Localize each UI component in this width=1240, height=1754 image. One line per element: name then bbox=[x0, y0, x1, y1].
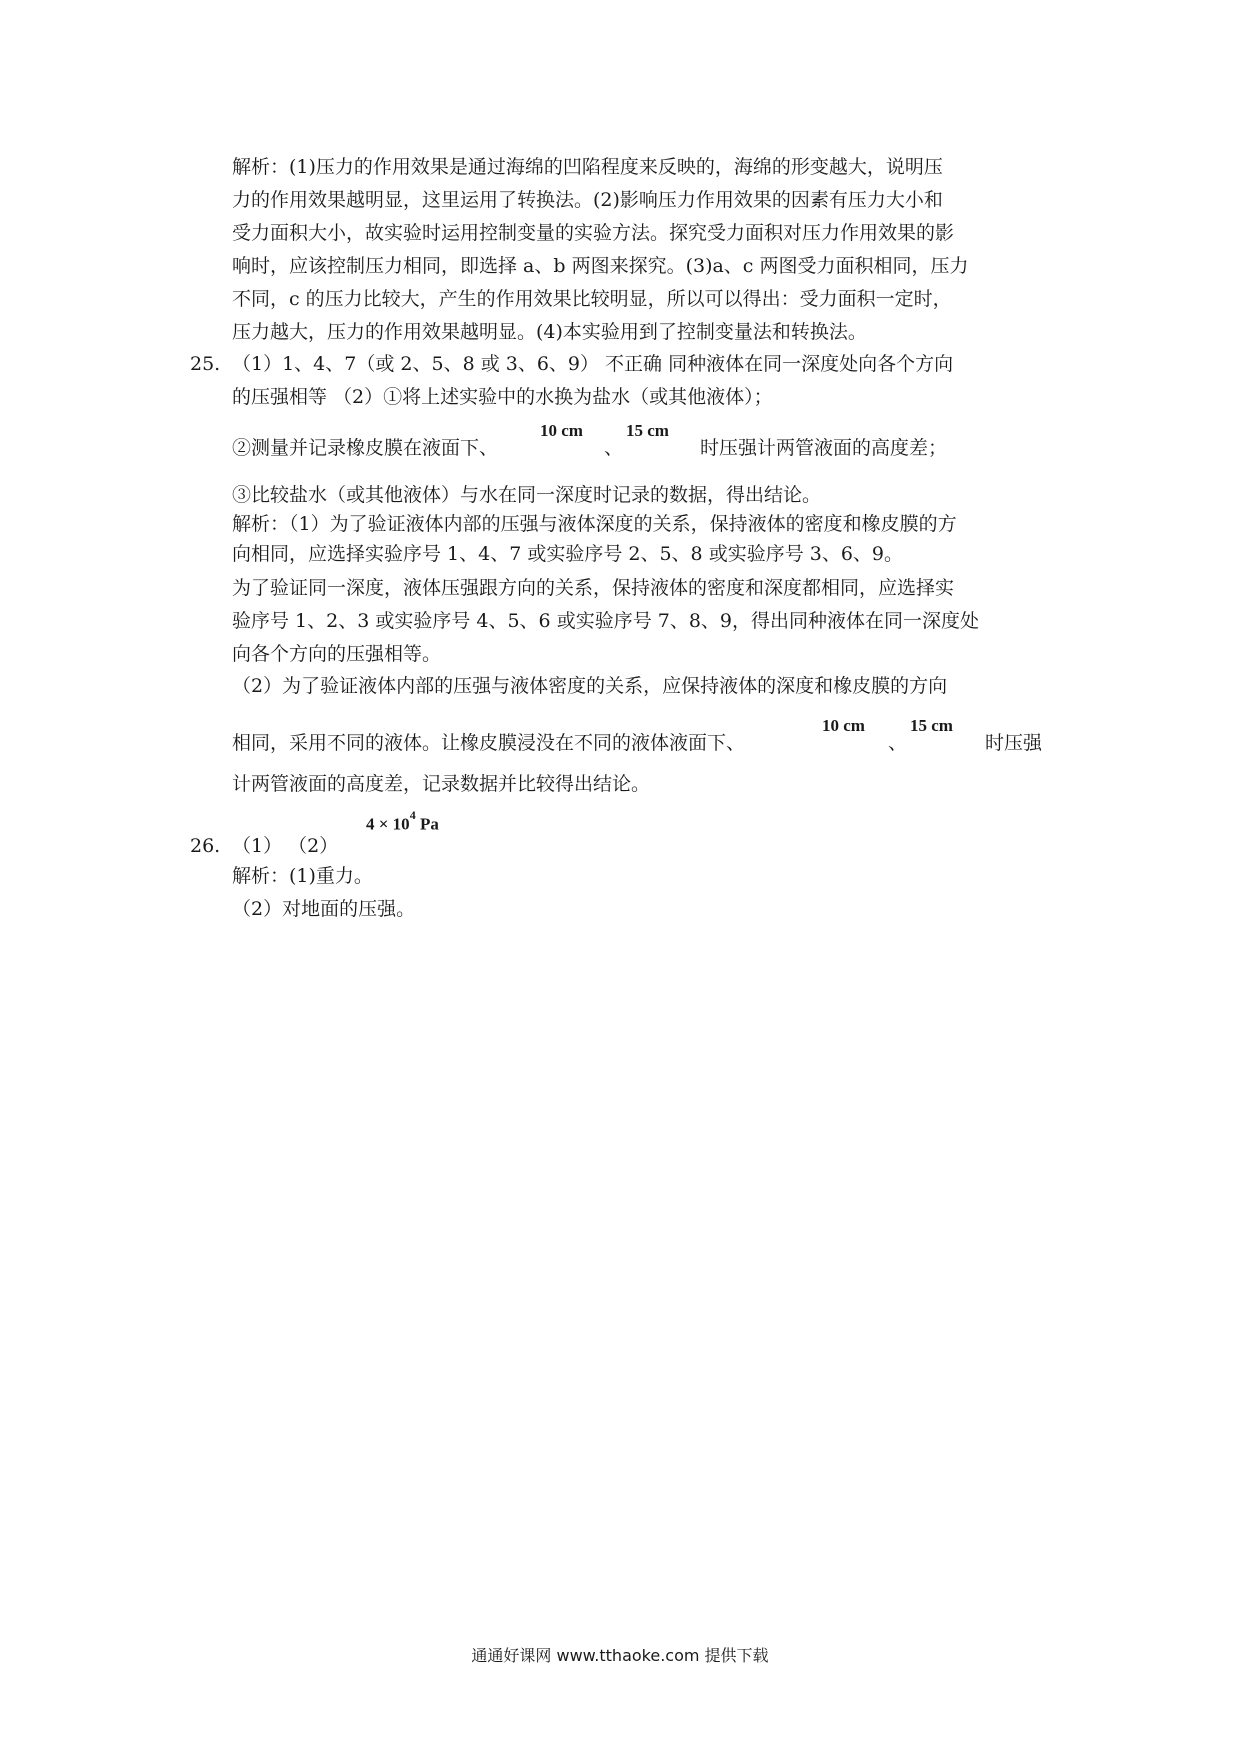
analysis-line: 解析：（1）为了验证液体内部的压强与液体深度的关系，保持液体的密度和橡皮膜的方 bbox=[232, 513, 957, 535]
answer-line: （1）1、4、7（或 2、5、8 或 3、6、9） 不正确 同种液体在同一深度处向各个方向 bbox=[232, 353, 954, 375]
footer-credit: 通通好课网 www.tthaoke.com 提供下载 bbox=[471, 1646, 769, 1665]
analysis-line: 力的作用效果越明显，这里运用了转换法。(2)影响压力作用效果的因素有压力大小和 bbox=[232, 189, 943, 211]
answer-line: 时压强计两管液面的高度差； bbox=[700, 437, 948, 459]
answer-line: 的压强相等 （2）①将上述实验中的水换为盐水（或其他液体）； bbox=[232, 386, 773, 408]
analysis-line: 为了验证同一深度，液体压强跟方向的关系，保持液体的密度和深度都相同，应选择实 bbox=[232, 577, 955, 599]
math-unit: Pa bbox=[419, 814, 439, 834]
analysis-line: （2）为了验证液体内部的压强与液体密度的关系，应保持液体的深度和橡皮膜的方向 bbox=[232, 675, 948, 697]
analysis-line: 不同，c 的压力比较大，产生的作用效果比较明显，所以可以得出：受力面积一定时， bbox=[232, 288, 952, 310]
analysis-line: 计两管液面的高度差，记录数据并比较得出结论。 bbox=[232, 773, 651, 795]
math-pressure bbox=[366, 808, 439, 835]
analysis-line: 时压强 bbox=[985, 732, 1043, 754]
answer-line: ③比较盐水（或其他液体）与水在同一深度时记录的数据，得出结论。 bbox=[232, 484, 822, 506]
analysis-line: 解析：(1)压力的作用效果是通过海绵的凹陷程度来反映的，海绵的形变越大，说明压 bbox=[232, 156, 943, 178]
math-15cm: 15 cm bbox=[626, 421, 669, 440]
analysis-line: 向各个方向的压强相等。 bbox=[232, 643, 442, 665]
math-base: 4 × 10 bbox=[366, 814, 410, 834]
analysis-line: 向相同，应选择实验序号 1、4、7 或实验序号 2、5、8 或实验序号 3、6、9。 bbox=[232, 543, 903, 565]
analysis-line: 响时，应该控制压力相同，即选择 a、b 两图来探究。(3)a、c 两图受力面积相同，压力 bbox=[232, 255, 969, 277]
answer-line: （1） （2） bbox=[232, 835, 339, 857]
answer-line: ②测量并记录橡皮膜在液面下、 bbox=[232, 437, 499, 459]
analysis-line: 受力面积大小，故实验时运用控制变量的实验方法。探究受力面积对压力作用效果的影 bbox=[232, 222, 955, 244]
math-10cm: 10 cm bbox=[822, 716, 865, 735]
question-number: 25. bbox=[190, 353, 221, 375]
separator: 、 bbox=[604, 437, 624, 459]
math-10cm: 10 cm bbox=[540, 421, 583, 440]
analysis-line: 压力越大，压力的作用效果越明显。(4)本实验用到了控制变量法和转换法。 bbox=[232, 321, 867, 343]
math-15cm: 15 cm bbox=[910, 716, 953, 735]
analysis-line: 解析：(1)重力。 bbox=[232, 865, 373, 887]
analysis-line: （2）对地面的压强。 bbox=[232, 898, 416, 920]
analysis-line: 验序号 1、2、3 或实验序号 4、5、6 或实验序号 7、8、9，得出同种液体在同一深度处 bbox=[232, 610, 979, 632]
math-exponent: 4 bbox=[409, 808, 416, 822]
question-number: 26. bbox=[190, 835, 221, 857]
analysis-line: 相同，采用不同的液体。让橡皮膜浸没在不同的液体液面下、 bbox=[232, 732, 746, 754]
separator: 、 bbox=[888, 732, 908, 754]
